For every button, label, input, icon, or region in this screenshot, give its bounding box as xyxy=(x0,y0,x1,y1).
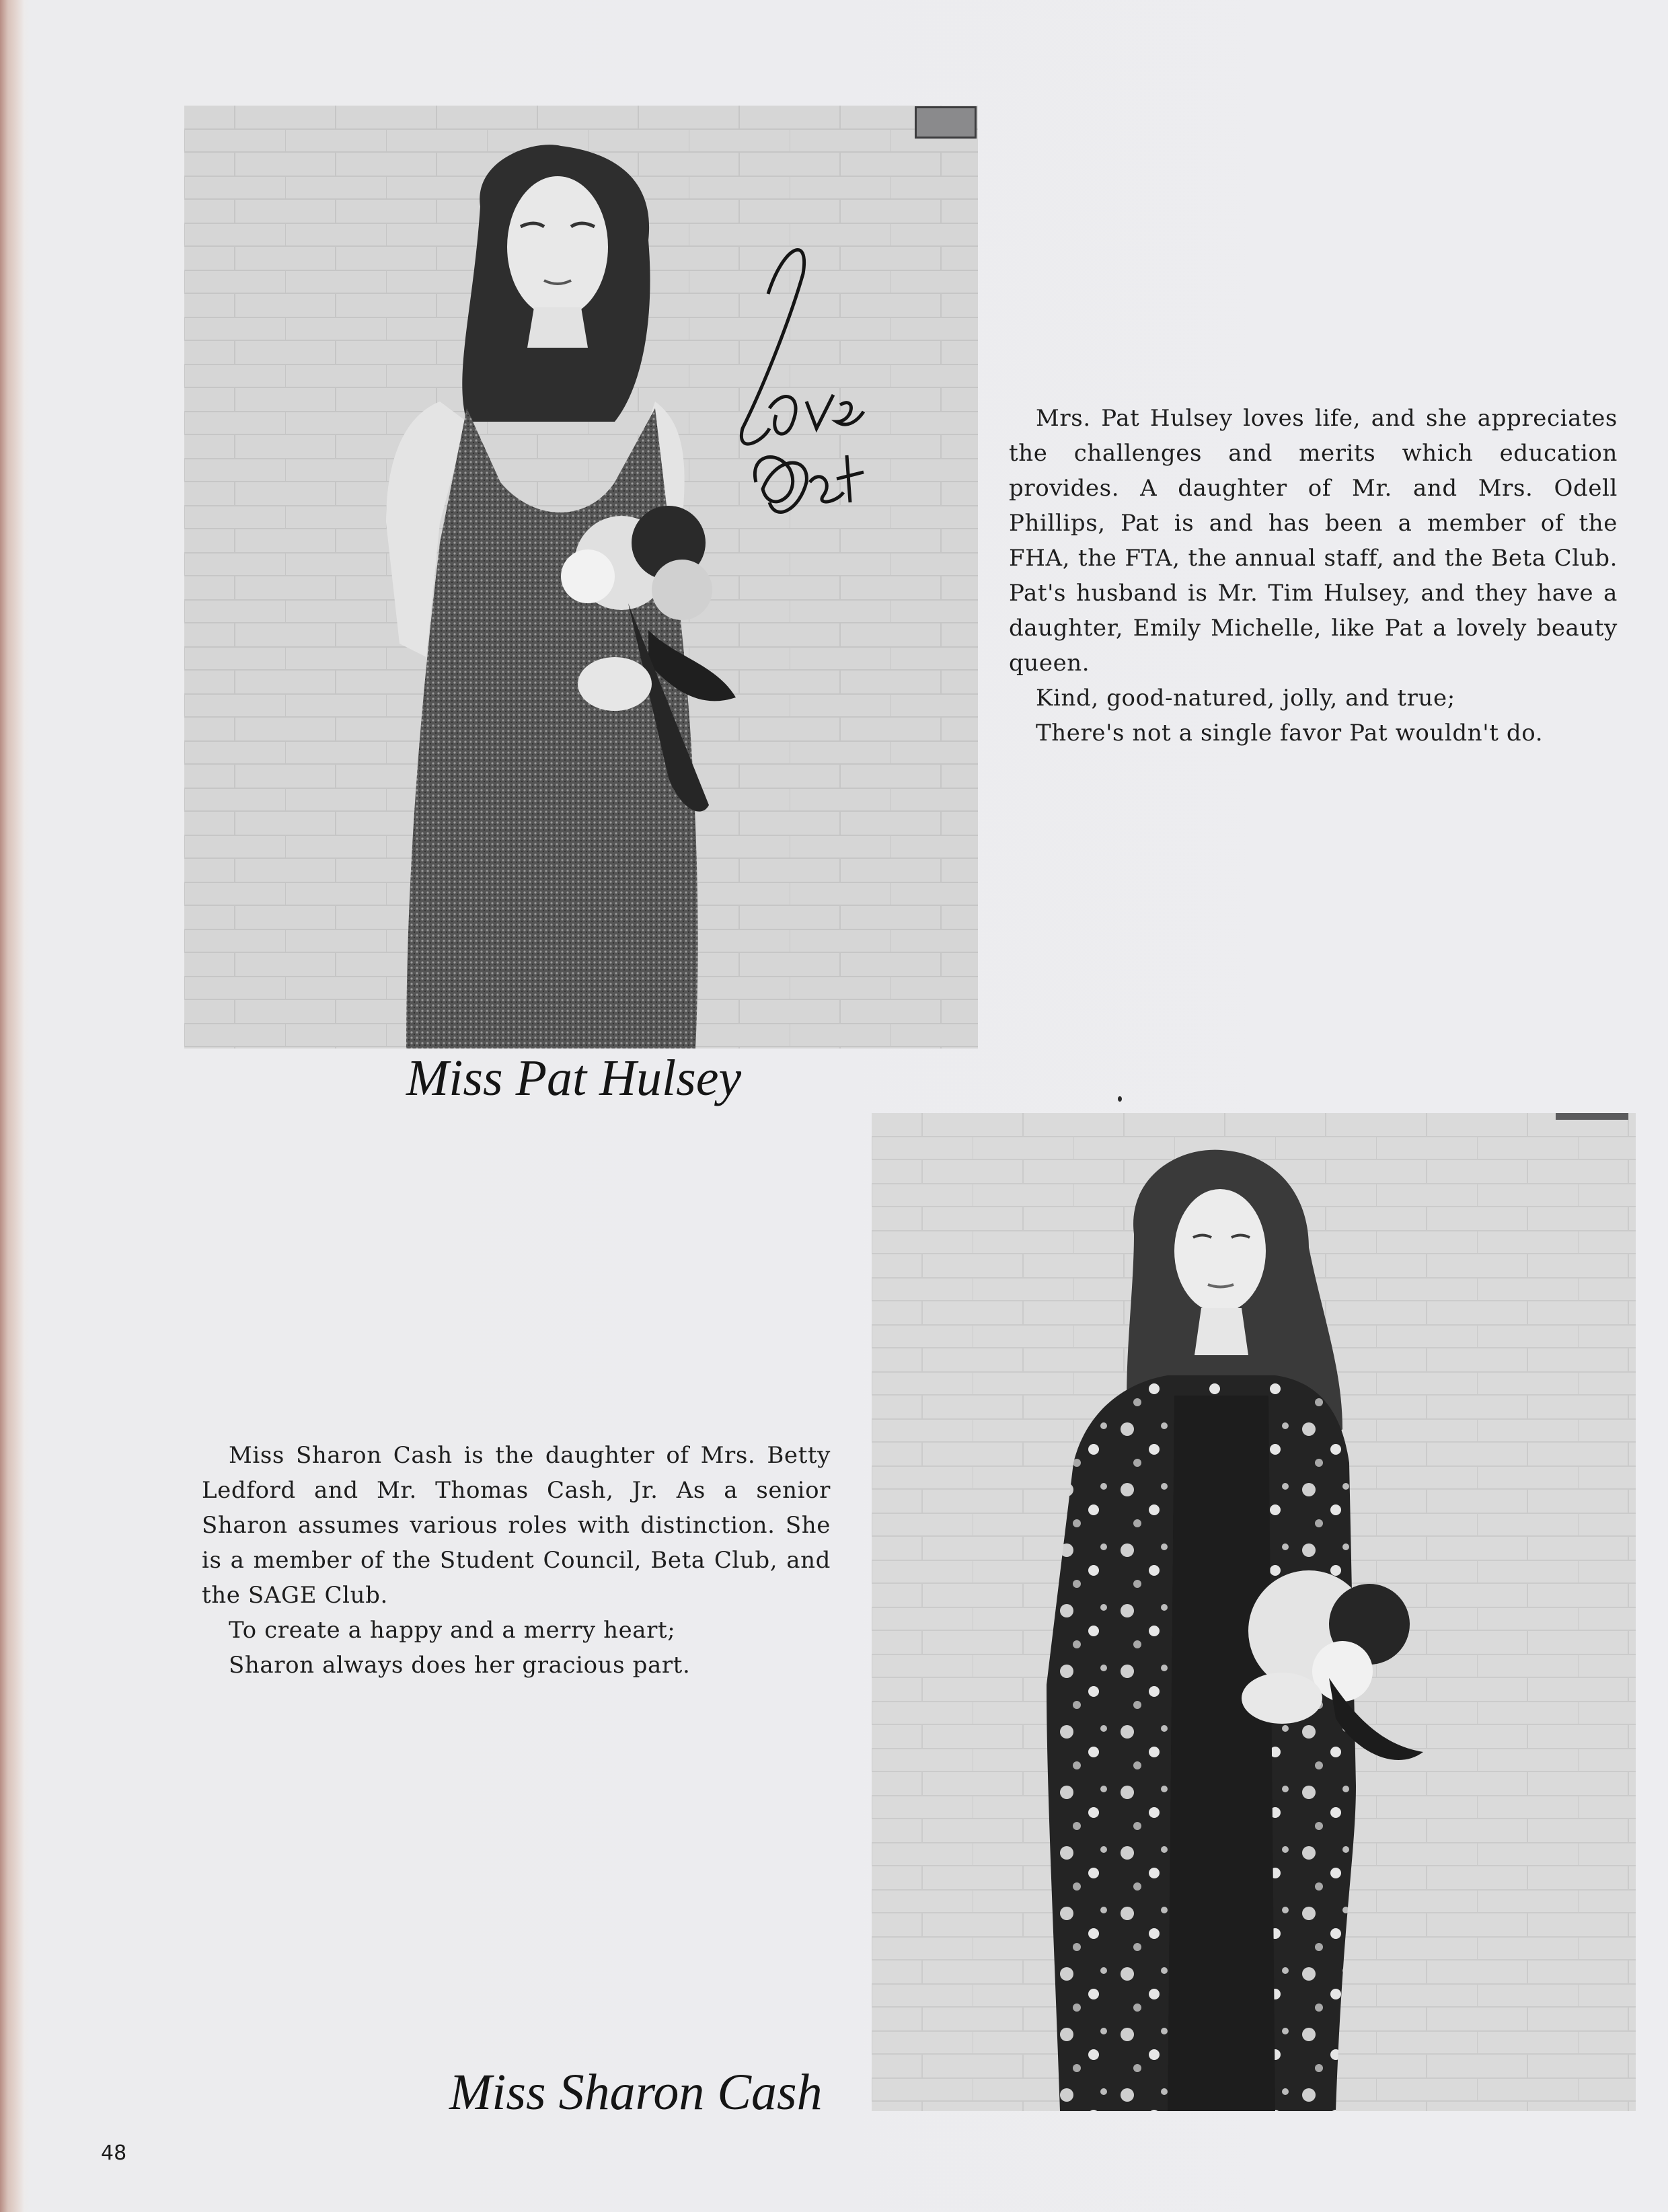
bio-sharon-cash xyxy=(202,1438,831,1683)
portrait-photo-sharon-cash xyxy=(872,1113,1636,2111)
verse-line: Sharon always does her gracious part. xyxy=(229,1652,691,1679)
caption-pat-hulsey: Miss Pat Hulsey xyxy=(406,1050,742,1106)
binding-edge xyxy=(0,0,24,2212)
verse-line: There's not a single favor Pat wouldn't do. xyxy=(1036,720,1544,747)
verse-line: To create a happy and a merry heart; xyxy=(229,1617,676,1644)
print-speck xyxy=(1118,1096,1122,1102)
portrait-photo-pat-hulsey xyxy=(184,106,978,1048)
photo-tab-marker xyxy=(1556,1113,1628,1120)
portrait-illustration xyxy=(184,106,978,1048)
portrait-illustration xyxy=(872,1113,1636,2111)
bio-pat-hulsey xyxy=(1009,401,1618,751)
bio-paragraph: Mrs. Pat Hulsey loves life, and she appreciates the challenges and merits which education provides. A daughter of Mr. and Mrs. Odell Phillips, Pat is and has been a member of the FHA, the FTA, the annual staff, and the Beta Club. Pat's husband is Mr. Tim Hulsey, and they have a daughter, Emily Michelle, like Pat a lovely beauty queen. xyxy=(1009,405,1618,677)
bio-paragraph: Miss Sharon Cash is the daughter of Mrs. Betty Ledford and Mr. Thomas Cash, Jr. As a senior Sharon assumes various roles with distinction. She is a member of the Student Council, Beta Club, and the SAGE Club. xyxy=(202,1442,831,1609)
page-number: 48 xyxy=(101,2141,127,2165)
verse-line: Kind, good-natured, jolly, and true; xyxy=(1036,685,1455,712)
photo-tab-marker xyxy=(915,106,977,139)
caption-sharon-cash: Miss Sharon Cash xyxy=(449,2064,823,2121)
